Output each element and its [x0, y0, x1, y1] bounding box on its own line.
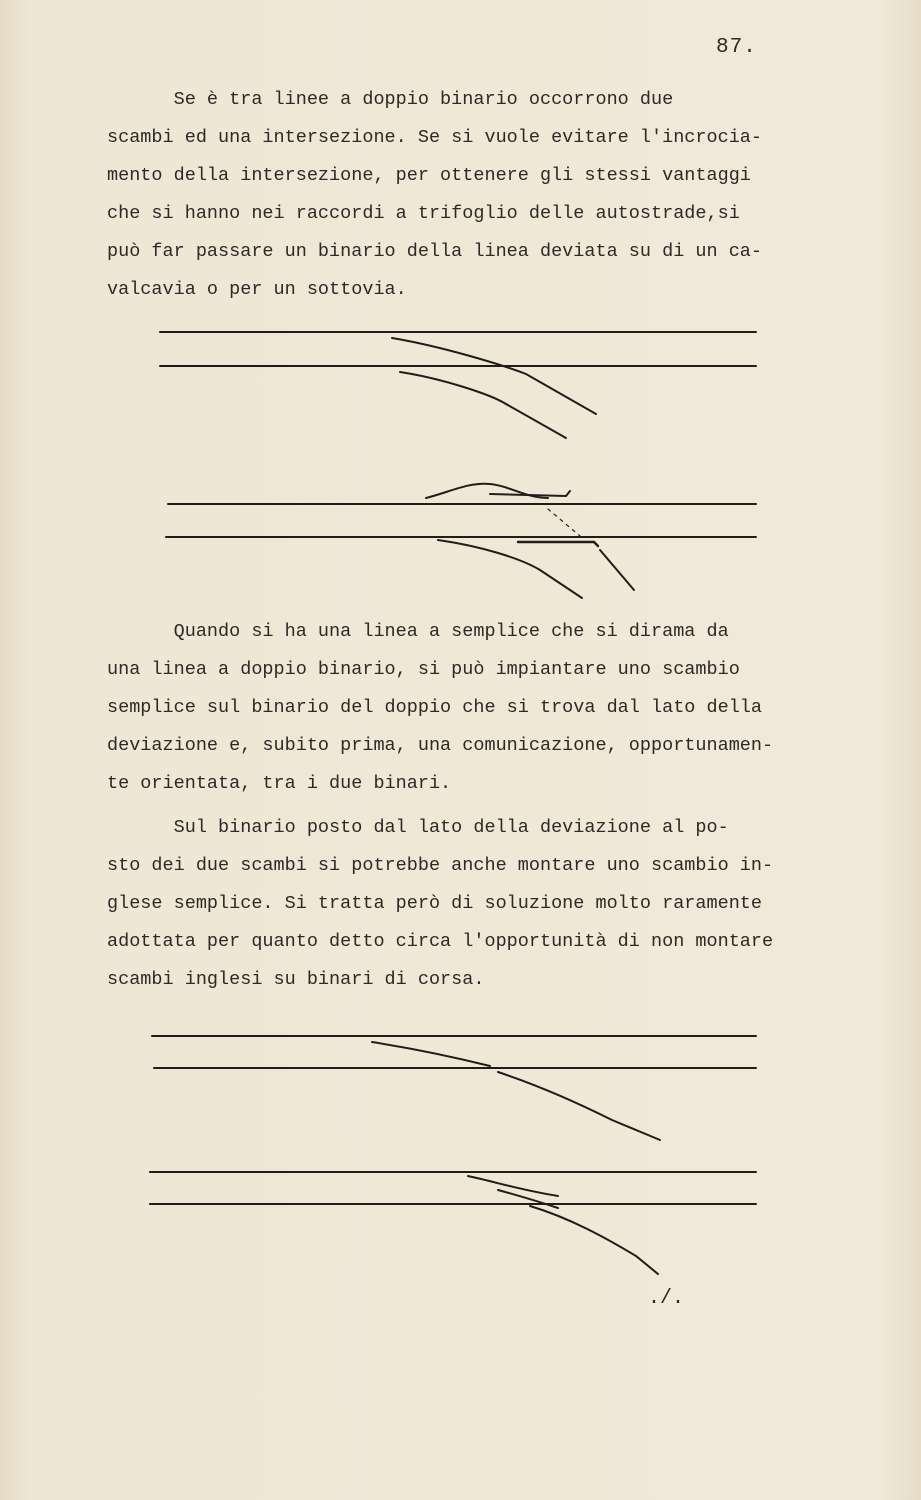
- text-line: Quando si ha una linea a semplice che si dirama da: [107, 621, 729, 642]
- continuation-mark: ./.: [648, 1287, 685, 1310]
- text-line: adottata per quanto detto circa l'opportunità di non montare: [107, 931, 774, 952]
- paragraph-slip-switch: [107, 809, 877, 999]
- text-line: valcavia o per un sottovia.: [107, 279, 407, 300]
- text-line: semplice sul binario del doppio che si trova dal lato della: [107, 697, 763, 718]
- track-diagram-3: [0, 1024, 921, 1144]
- text-line: glese semplice. Si tratta però di soluzione molto raramente: [107, 893, 763, 914]
- text-line: può far passare un binario della linea deviata su di un ca-: [107, 241, 763, 262]
- page-number: 87.: [716, 36, 757, 59]
- text-line: che si hanno nei raccordi a trifoglio delle autostrade,si: [107, 203, 740, 224]
- text-line: te orientata, tra i due binari.: [107, 773, 452, 794]
- text-line: sto dei due scambi si potrebbe anche montare uno scambio in-: [107, 855, 774, 876]
- text-line: deviazione e, subito prima, una comunicazione, opportunamen-: [107, 735, 774, 756]
- paragraph-double-track-junction: [107, 81, 877, 309]
- text-line: Sul binario posto dal lato della deviazione al po-: [107, 817, 729, 838]
- text-line: una linea a doppio binario, si può impiantare uno scambio: [107, 659, 740, 680]
- text-line: mento della intersezione, per ottenere gli stessi vantaggi: [107, 165, 751, 186]
- text-line: scambi inglesi su binari di corsa.: [107, 969, 485, 990]
- text-line: scambi ed una intersezione. Se si vuole evitare l'incrocia-: [107, 127, 763, 148]
- track-diagram-1: [0, 320, 921, 440]
- track-diagram-2: [0, 478, 921, 608]
- track-diagram-4: [0, 1160, 921, 1280]
- paragraph-single-track-branch: [107, 613, 877, 803]
- text-line: Se è tra linee a doppio binario occorrono due: [107, 89, 674, 110]
